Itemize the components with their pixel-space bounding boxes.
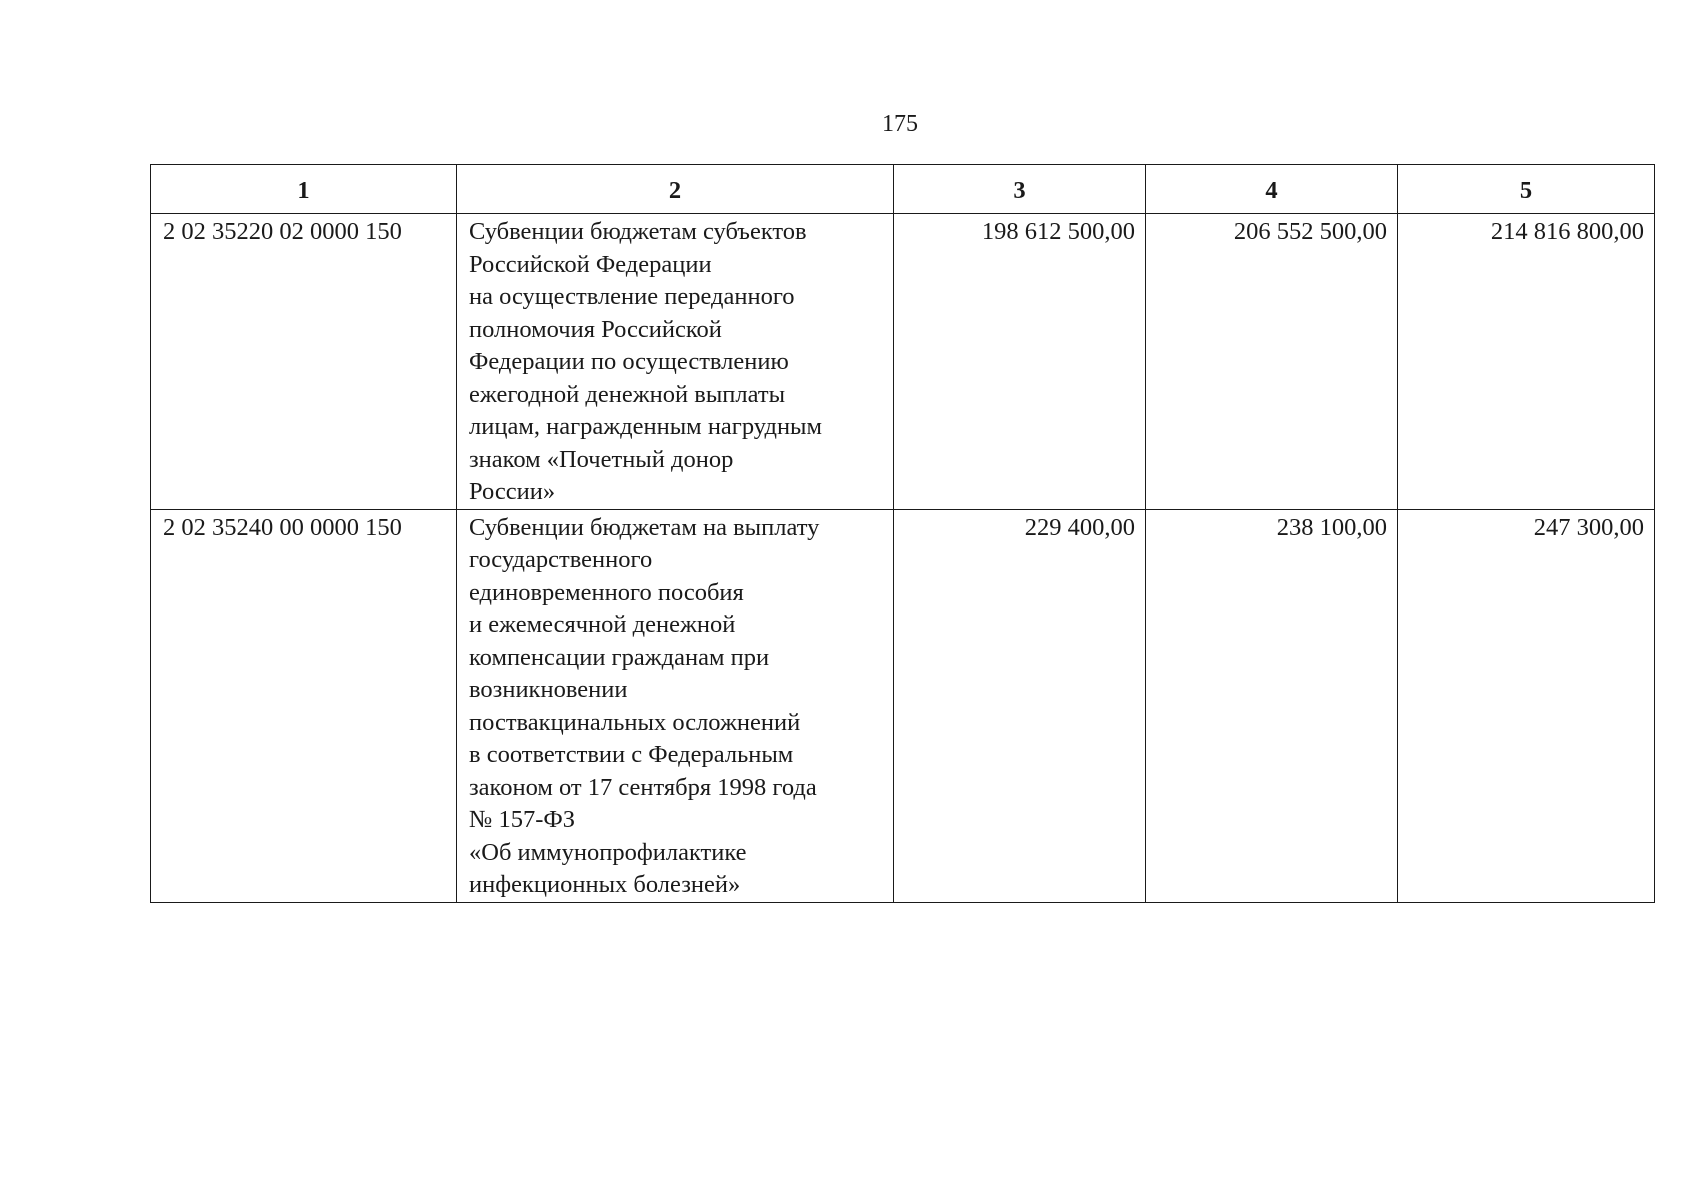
page-number: 175 <box>882 111 918 137</box>
amount-col4-cell: 206 552 500,00 <box>1146 214 1398 510</box>
column-header-1: 1 <box>151 165 457 214</box>
column-header-4: 4 <box>1146 165 1398 214</box>
table-row <box>151 214 1655 510</box>
amount-col4-cell: 238 100,00 <box>1146 509 1398 902</box>
column-header-3: 3 <box>894 165 1146 214</box>
budget-code-cell: 2 02 35240 00 0000 150 <box>151 509 457 902</box>
budget-code-cell: 2 02 35220 02 0000 150 <box>151 214 457 510</box>
description-cell: Субвенции бюджетам на выплату государственного единовременного пособия и ежемесячной денежной компенсации гражданам при возникновении поствакцинальных осложнений в соответствии с Федеральным законом от 17 сентября 1998 года № 157-ФЗ «Об иммунопрофилактике инфекционных болезней» <box>457 509 894 902</box>
amount-col5-cell: 247 300,00 <box>1398 509 1655 902</box>
description-cell: Субвенции бюджетам субъектов Российской Федерации на осуществление переданного полномочия Российской Федерации по осуществлению ежегодной денежной выплаты лицам, награжденным нагрудным знаком «Почетный донор России» <box>457 214 894 510</box>
amount-col5-cell: 214 816 800,00 <box>1398 214 1655 510</box>
table-header-row <box>151 165 1655 214</box>
column-header-5: 5 <box>1398 165 1655 214</box>
table-row <box>151 509 1655 902</box>
amount-col3-cell: 229 400,00 <box>894 509 1146 902</box>
budget-table <box>150 164 1655 903</box>
amount-col3-cell: 198 612 500,00 <box>894 214 1146 510</box>
column-header-2: 2 <box>457 165 894 214</box>
